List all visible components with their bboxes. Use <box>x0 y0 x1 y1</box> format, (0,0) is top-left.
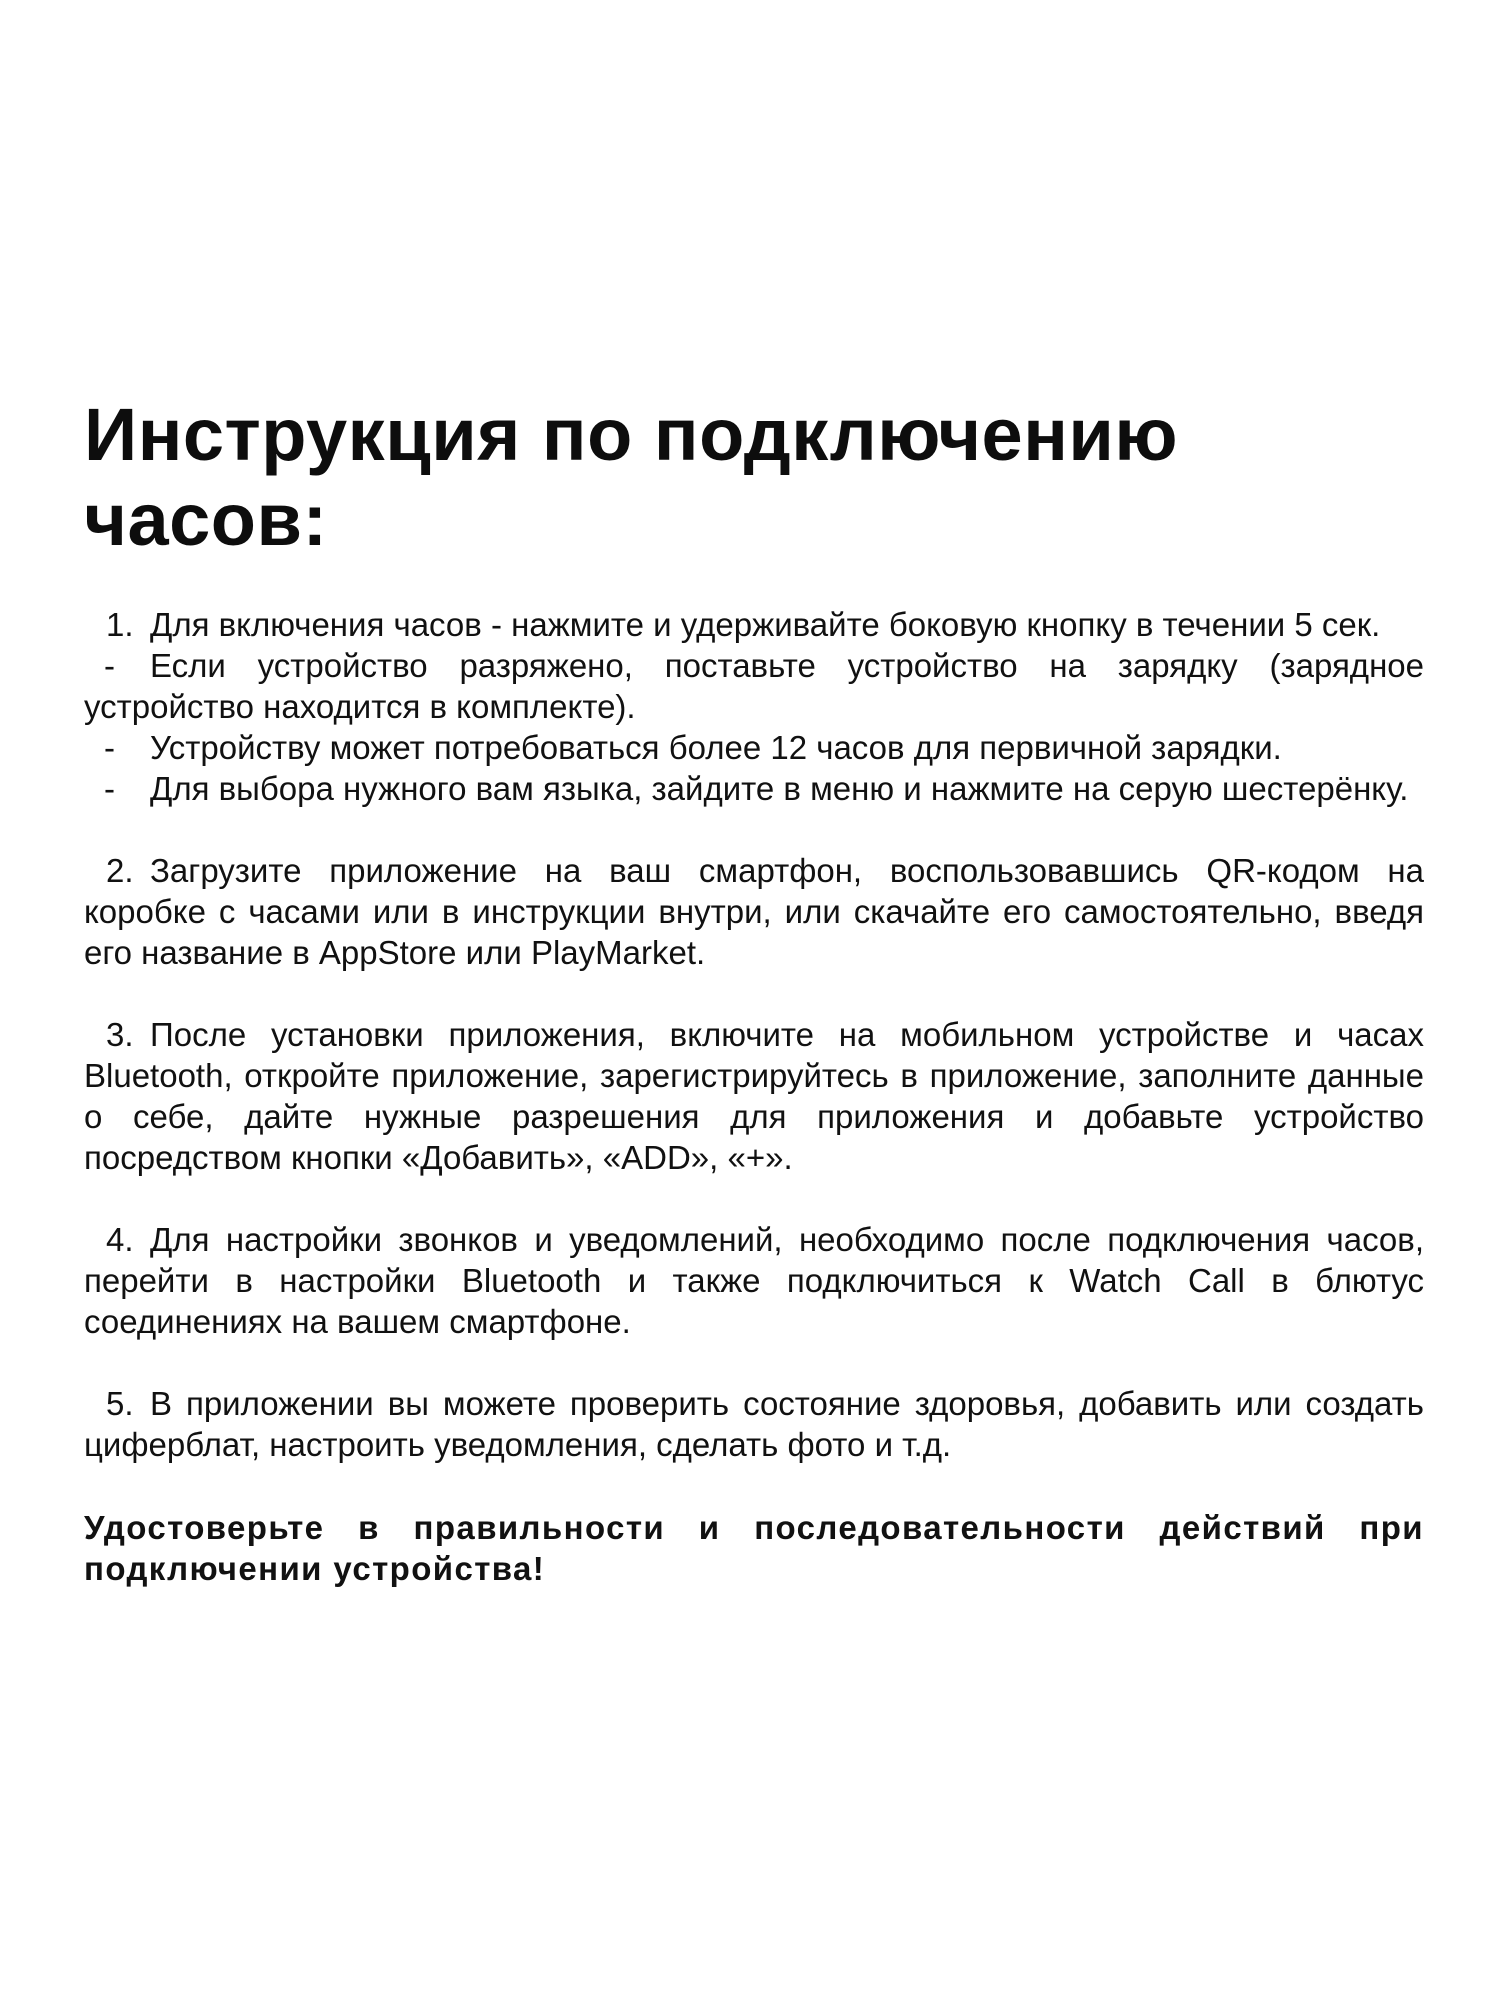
step-marker: 1. <box>106 606 134 644</box>
spacer <box>84 1342 1424 1383</box>
step-text: Загрузите приложение на ваш смартфон, воспользовавшись QR-кодом на коробке с часами или в инструкции внутри, или скачайте его самостоятельно, введя его название в AppStore или PlayMarket. <box>84 852 1424 972</box>
spacer <box>84 1178 1424 1219</box>
step-text: Для настройки звонков и уведомлений, необходимо после подключения часов, перейти в настройки Bluetooth и также подключиться к Watch Call в блютус соединениях на вашем смартфоне. <box>84 1221 1424 1341</box>
step-text: После установки приложения, включите на мобильном устройстве и часах Bluetooth, откройте приложение, зарегистрируйтесь в приложение, заполните данные о себе, дайте нужные разрешения для приложения и добавьте устройство посредством кнопки «Добавить», «ADD», «+». <box>84 1016 1424 1177</box>
spacer <box>84 809 1424 850</box>
step-4 <box>84 1219 1424 1342</box>
note-language <box>84 768 1424 809</box>
step-5 <box>84 1383 1424 1465</box>
step-2 <box>84 850 1424 973</box>
step-text: Для включения часов - нажмите и удерживайте боковую кнопку в течении 5 сек. <box>150 606 1381 644</box>
step-marker: 4. <box>106 1221 134 1259</box>
note-marker: - <box>104 770 115 808</box>
spacer <box>84 973 1424 1014</box>
step-text: В приложении вы можете проверить состояние здоровья, добавить или создать циферблат, настроить уведомления, сделать фото и т.д. <box>84 1385 1424 1464</box>
step-marker: 5. <box>106 1385 134 1423</box>
instruction-document <box>84 392 1424 1622</box>
step-marker: 3. <box>106 1016 134 1054</box>
note-marker: - <box>104 647 115 685</box>
note-discharged <box>84 645 1424 727</box>
note-charging-time <box>84 727 1424 768</box>
warning-note: Удостоверьте в правильности и последовательности действий при подключении устройства! <box>84 1509 1424 1588</box>
note-marker: - <box>104 729 115 767</box>
step-1 <box>84 604 1424 645</box>
step-3 <box>84 1014 1424 1178</box>
step-marker: 2. <box>106 852 134 890</box>
page-title: Инструкция по подключению часов: <box>84 393 1179 562</box>
note-text: Для выбора нужного вам языка, зайдите в меню и нажмите на серую шестерёнку. <box>150 770 1409 808</box>
note-text: Устройству может потребоваться более 12 часов для первичной зарядки. <box>150 729 1282 767</box>
note-text: Если устройство разряжено, поставьте устройство на зарядку (зарядное устройство находится в комплекте). <box>84 647 1424 726</box>
